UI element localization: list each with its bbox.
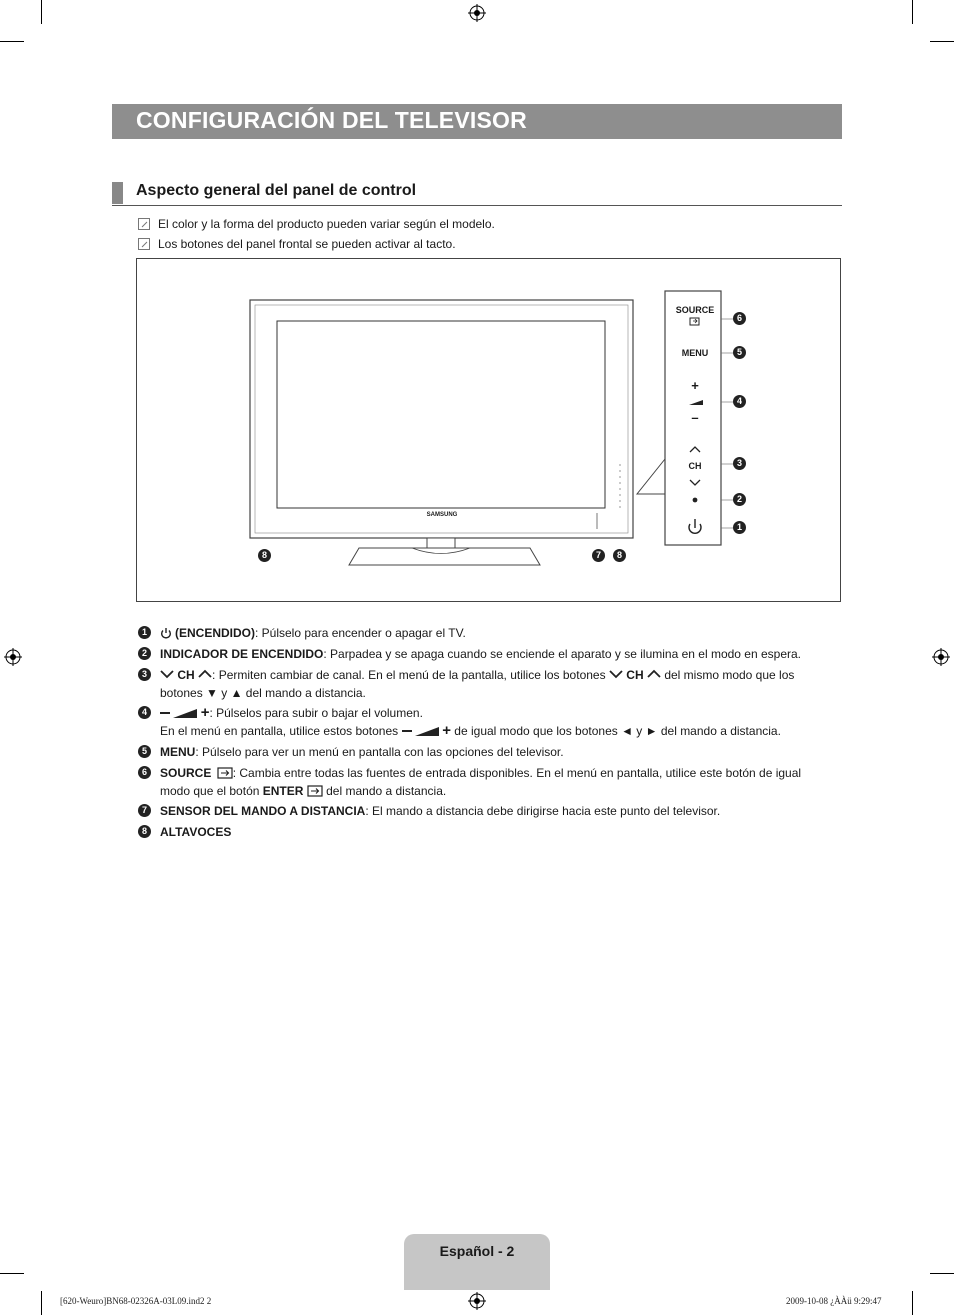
note — [138, 237, 456, 251]
item-label: SOURCE — [160, 766, 212, 780]
item-label: CH — [177, 668, 195, 682]
callout-7: 7 — [592, 549, 605, 562]
minus-icon — [160, 712, 170, 714]
item-text: : El mando a distancia debe dirigirse hacia este punto del televisor. — [365, 804, 721, 818]
section-marker — [112, 182, 123, 204]
item-label: MENU — [160, 745, 196, 759]
item-text: modo que el botón — [160, 784, 260, 798]
callout-5: 5 — [733, 346, 746, 359]
crop-mark — [0, 41, 24, 42]
item-channel — [138, 666, 828, 702]
item-text: de igual modo que los botones ◄ y ► del mando a distancia. — [454, 724, 781, 738]
note-icon — [138, 238, 150, 250]
item-number: 3 — [138, 668, 151, 681]
crop-mark — [912, 1291, 913, 1315]
crop-mark — [930, 41, 954, 42]
item-power — [138, 624, 828, 642]
crop-mark — [41, 0, 42, 24]
crop-mark — [0, 1273, 24, 1274]
volume-icon — [173, 708, 197, 718]
item-label: CH — [626, 668, 644, 682]
item-number: 2 — [138, 647, 151, 660]
note — [138, 217, 495, 231]
tv-illustration — [137, 259, 842, 603]
chevron-up-icon — [647, 669, 661, 679]
item-label: ALTAVOCES — [160, 825, 232, 839]
callout-1: 1 — [733, 521, 746, 534]
item-number: 5 — [138, 745, 151, 758]
callout-4: 4 — [733, 395, 746, 408]
power-icon — [160, 627, 172, 639]
enter-icon — [217, 767, 233, 779]
item-number: 4 — [138, 706, 151, 719]
callout-2: 2 — [733, 493, 746, 506]
item-label: (ENCENDIDO) — [175, 626, 255, 640]
section-heading — [112, 182, 842, 206]
item-text: : Parpadea y se apaga cuando se enciende el aparato y se ilumina en el modo en espera. — [323, 647, 801, 661]
crop-mark — [930, 1273, 954, 1274]
channel-label: CH — [688, 461, 702, 471]
item-text: : Permiten cambiar de canal. En el menú de la pantalla, utilice los botones — [212, 668, 606, 682]
section-title: Aspecto general del panel de control — [136, 182, 417, 199]
item-power-indicator — [138, 645, 828, 663]
tv-diagram — [136, 258, 841, 602]
registration-mark-icon — [468, 1292, 486, 1310]
note-icon — [138, 218, 150, 230]
minus-icon — [402, 730, 412, 732]
callout-3: 3 — [733, 457, 746, 470]
registration-mark-icon — [932, 648, 950, 666]
page-number: Español - 2 — [404, 1234, 550, 1290]
registration-mark-icon — [468, 4, 486, 22]
source-button-label: SOURCE — [675, 305, 715, 315]
callout-8-right: 8 — [613, 549, 626, 562]
item-text: : Púlselo para ver un menú en pantalla con las opciones del televisor. — [195, 745, 564, 759]
note-text: Los botones del panel frontal se pueden activar al tacto. — [158, 237, 456, 251]
item-text: : Púlselos para subir o bajar el volumen. — [209, 706, 423, 720]
item-text: del mismo modo que los botones ▼ y ▲ del mando a distancia. — [160, 668, 795, 700]
item-number: 1 — [138, 626, 151, 639]
callout-8-left: 8 — [258, 549, 271, 562]
item-label: SENSOR DEL MANDO A DISTANCIA — [160, 804, 366, 818]
chevron-down-icon — [160, 669, 174, 679]
item-number: 7 — [138, 804, 151, 817]
item-menu — [138, 743, 828, 761]
callout-6: 6 — [733, 312, 746, 325]
crop-mark — [41, 1291, 42, 1315]
volume-minus-label: – — [691, 410, 699, 425]
item-number: 8 — [138, 825, 151, 838]
item-volume — [138, 704, 828, 740]
item-text: del mando a distancia. — [326, 784, 447, 798]
item-speakers — [138, 823, 828, 841]
registration-mark-icon — [4, 648, 22, 666]
volume-plus-label: + — [691, 378, 699, 393]
item-source — [138, 764, 828, 800]
item-number: 6 — [138, 766, 151, 779]
volume-icon — [415, 726, 439, 736]
crop-mark — [912, 0, 913, 24]
enter-icon — [307, 785, 323, 797]
item-label: INDICADOR DE ENCENDIDO — [160, 647, 324, 661]
page-title: CONFIGURACIÓN DEL TELEVISOR — [112, 104, 842, 139]
print-slug-right: 2009-10-08 ¿ÀÀü 9:29:47 — [786, 1296, 882, 1306]
menu-button-label: MENU — [681, 348, 709, 358]
item-text: : Cambia entre todas las fuentes de entrada disponibles. En el menú en pantalla, utilice este botón de igual — [232, 766, 802, 780]
item-text: : Púlselo para encender o apagar el TV. — [255, 626, 466, 640]
plus-icon: + — [442, 722, 451, 739]
chevron-down-icon — [609, 669, 623, 679]
note-text: El color y la forma del producto pueden variar según el modelo. — [158, 217, 495, 231]
brand-logo: SAMSUNG — [426, 512, 458, 518]
print-slug-left: [620-Weuro]BN68-02326A-03L09.ind2 2 — [60, 1296, 212, 1306]
item-text: En el menú en pantalla, utilice estos botones — [160, 724, 399, 738]
item-remote-sensor — [138, 802, 828, 820]
item-label: ENTER — [262, 784, 304, 798]
chevron-up-icon — [198, 669, 212, 679]
plus-icon: + — [200, 704, 210, 721]
